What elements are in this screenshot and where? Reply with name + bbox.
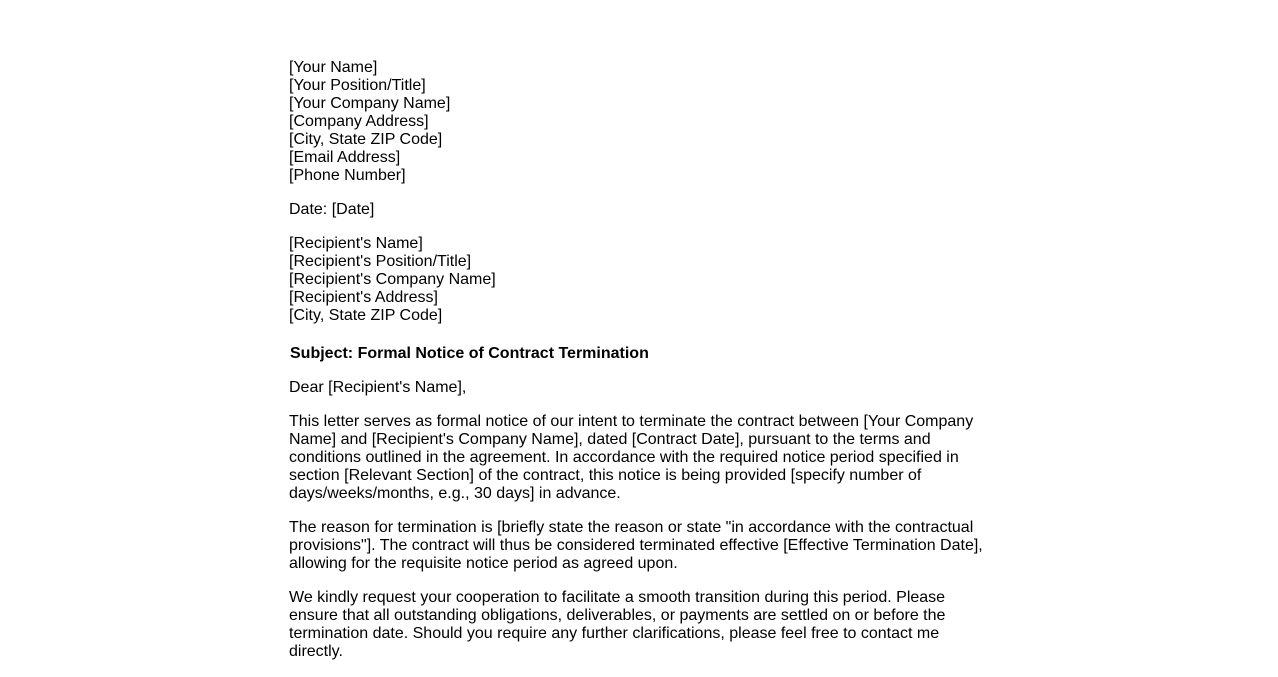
recipient-block (289, 235, 989, 325)
body-paragraph-cooperation: We kindly request your cooperation to facilitate a smooth transition during this period. Please ensure that all outstanding obligations, deliverables, or payments are settled on or before the termination date. Should you require any further clarifications, please feel free to contact me directly. (289, 589, 946, 660)
salutation: Dear [Recipient's Name], (289, 379, 467, 396)
sender-name: [Your Name] (289, 59, 378, 76)
sender-city: [City, State ZIP Code] (289, 131, 443, 148)
date-line: Date: [Date] (289, 201, 375, 218)
sender-block (289, 59, 989, 185)
recipient-name: [Recipient's Name] (289, 235, 423, 252)
sender-company: [Your Company Name] (289, 95, 451, 112)
subject-line: Subject: Formal Notice of Contract Termination (290, 345, 649, 362)
sender-position: [Your Position/Title] (289, 77, 426, 94)
sender-email: [Email Address] (289, 149, 401, 166)
recipient-city: [City, State ZIP Code] (289, 307, 443, 324)
sender-phone: [Phone Number] (289, 167, 406, 184)
body-paragraph-notice: This letter serves as formal notice of our intent to terminate the contract between [Your Company Name] and [Recipient's Company Name], dated [Contract Date], pursuant to the terms and conditions outlined in the agreement. In accordance with the required notice period specified in section [Relevant Section] of the contract, this notice is being provided [specify number of days/weeks/months, e.g., 30 days] in advance. (289, 413, 974, 502)
body-paragraph-reason: The reason for termination is [briefly state the reason or state "in accordance with the contractual provisions"]. The contract will thus be considered terminated effective [Effective Termination Date], allowing for the requisite notice period as agreed upon. (289, 519, 983, 572)
recipient-address: [Recipient's Address] (289, 289, 438, 306)
sender-address: [Company Address] (289, 113, 429, 130)
recipient-company: [Recipient's Company Name] (289, 271, 496, 288)
recipient-position: [Recipient's Position/Title] (289, 253, 472, 270)
letter-document (289, 59, 989, 677)
